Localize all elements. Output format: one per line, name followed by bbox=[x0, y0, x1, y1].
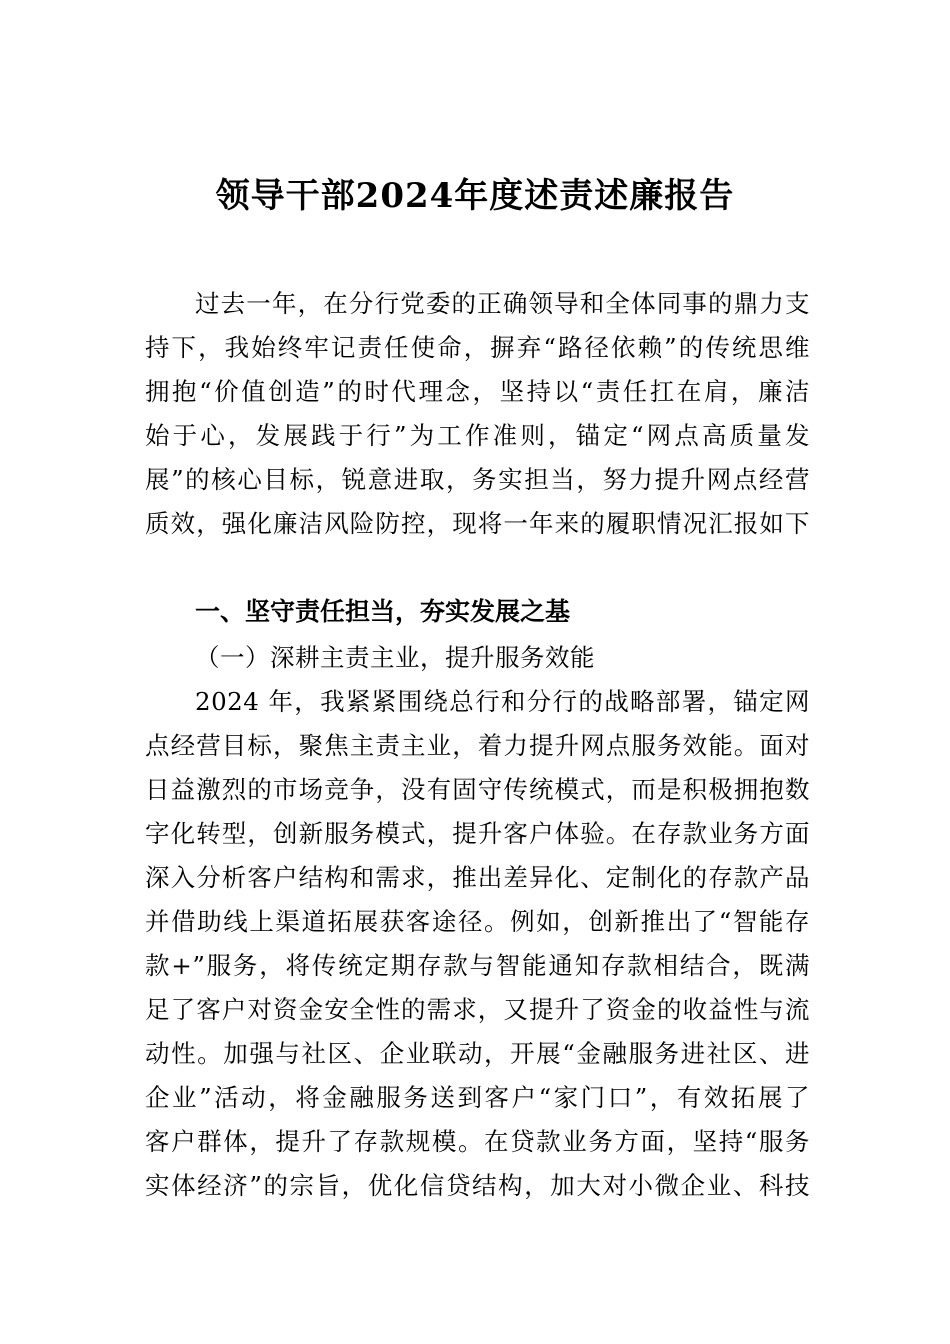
paragraph-line: 持下，我始终牢记责任使命，摒弃“路径依赖”的传统思维 bbox=[145, 333, 810, 362]
paragraph-line: 展”的核心目标，锐意进取，务实担当，努力提升网点经营 bbox=[145, 465, 810, 494]
paragraph-line: 拥抱“价值创造”的时代理念，坚持以“责任扛在肩，廉洁 bbox=[145, 377, 810, 406]
paragraph-line: 并借助线上渠道拓展获客途径。例如，创新推出了“智能存 bbox=[145, 907, 810, 936]
paragraph-line: 2024 年，我紧紧围绕总行和分行的战略部署，锚定网 bbox=[195, 687, 810, 716]
paragraph-line: 客户群体，提升了存款规模。在贷款业务方面，坚持“服务 bbox=[145, 1127, 810, 1156]
paragraph-line: 过去一年，在分行党委的正确领导和全体同事的鼎力支 bbox=[195, 289, 810, 318]
subsection-heading: （一）深耕主责主业，提升服务效能 bbox=[195, 643, 595, 672]
document-title: 领导干部2024年度述责述廉报告 bbox=[215, 176, 735, 216]
paragraph-line: 点经营目标，聚焦主责主业，着力提升网点服务效能。面对 bbox=[145, 731, 810, 760]
paragraph-line: 质效，强化廉洁风险防控，现将一年来的履职情况汇报如下 bbox=[145, 509, 810, 538]
section-heading: 一、坚守责任担当，夯实发展之基 bbox=[195, 597, 571, 626]
paragraph-line: 始于心，发展践于行”为工作准则，锚定“网点高质量发 bbox=[145, 421, 810, 450]
paragraph-line: 日益激烈的市场竞争，没有固守传统模式，而是积极拥抱数 bbox=[145, 775, 810, 804]
paragraph-line: 实体经济”的宗旨，优化信贷结构，加大对小微企业、科技 bbox=[145, 1171, 810, 1200]
paragraph-line: 款+”服务，将传统定期存款与智能通知存款相结合，既满 bbox=[145, 951, 810, 980]
paragraph-line: 字化转型，创新服务模式，提升客户体验。在存款业务方面 bbox=[145, 819, 810, 848]
paragraph-line: 动性。加强与社区、企业联动，开展“金融服务进社区、进 bbox=[145, 1039, 810, 1068]
paragraph-line: 深入分析客户结构和需求，推出差异化、定制化的存款产品 bbox=[145, 863, 810, 892]
paragraph-line: 企业”活动，将金融服务送到客户“家门口”，有效拓展了 bbox=[145, 1083, 810, 1112]
paragraph-line: 足了客户对资金安全性的需求，又提升了资金的收益性与流 bbox=[145, 995, 810, 1024]
